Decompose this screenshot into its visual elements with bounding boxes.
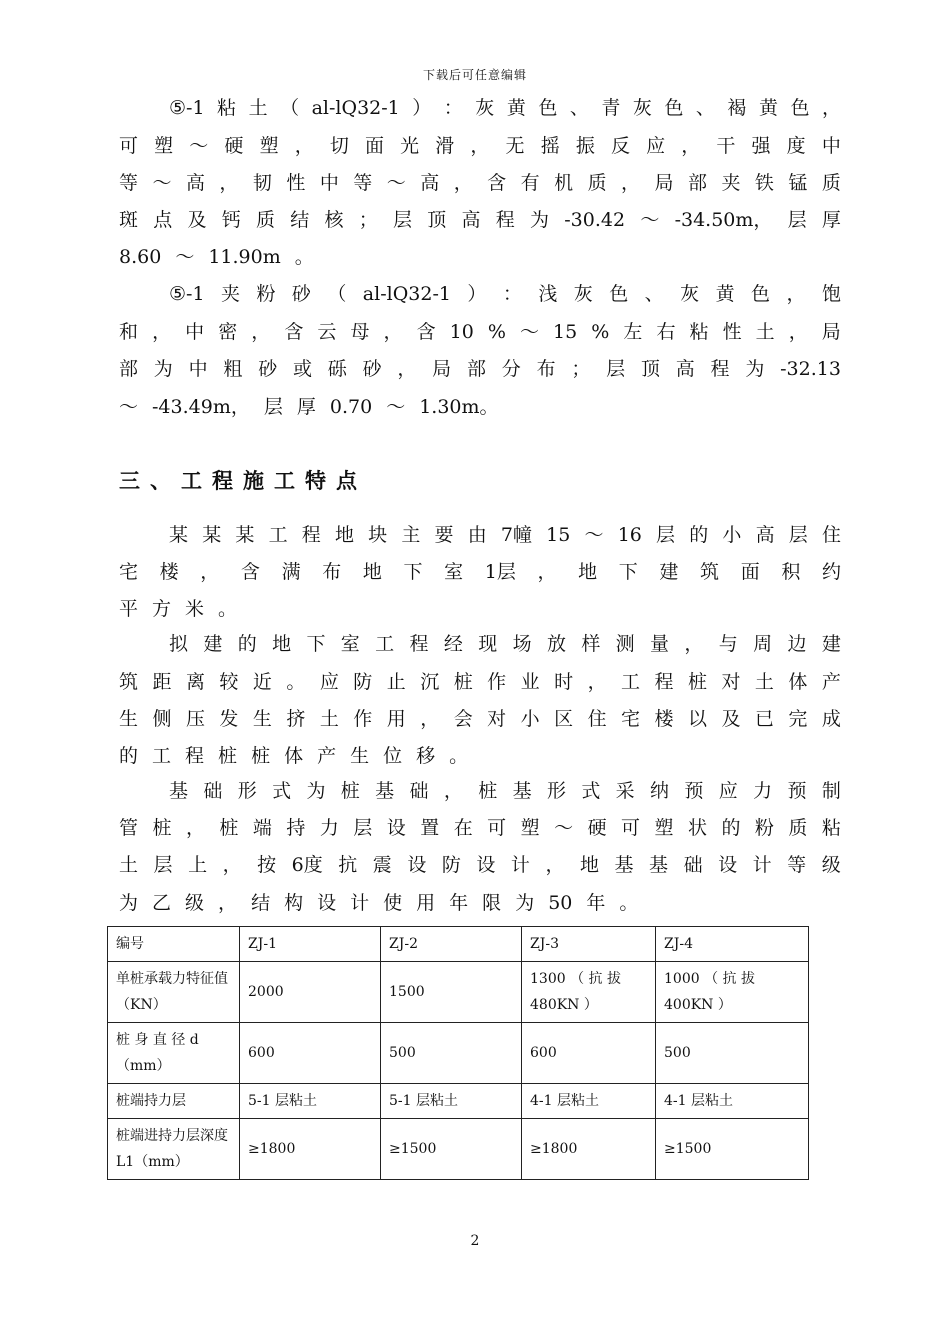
paragraph-line: ⑤-1 夹 粉 砂 （ al-lQ32-1 ） ： 浅 灰 色 、 灰 黄 色 ， 饱 [169, 283, 841, 305]
table-cell: 5-1 层粘土 [381, 1084, 522, 1119]
row-label-cell: 桩 身 直 径 d （mm） [108, 1023, 240, 1084]
row-label-cell: 编号 [108, 927, 240, 962]
table-cell: 500 [381, 1023, 522, 1084]
table-cell: 1000 （ 抗 拔 400KN ） [656, 962, 809, 1023]
paragraph-line: 基 础 形 式 为 桩 基 础 ， 桩 基 形 式 采 纳 预 应 力 预 制 [169, 780, 841, 802]
paragraph-line: 的 工 程 桩 桩 体 产 生 位 移 。 [119, 745, 469, 767]
table-row [108, 962, 809, 1023]
table-cell: 5-1 层粘土 [240, 1084, 381, 1119]
table-row [108, 1119, 809, 1180]
row-label-cell: 桩端持力层 [108, 1084, 240, 1119]
paragraph-line: 拟 建 的 地 下 室 工 程 经 现 场 放 样 测 量 ， 与 周 边 建 [169, 633, 841, 655]
table-row [108, 1084, 809, 1119]
table-cell: 1300 （ 抗 拔 480KN ） [522, 962, 656, 1023]
page-header: 下载后可任意编辑 [422, 68, 527, 82]
section-heading: 三、工程施工特点 [119, 469, 367, 493]
table-cell: ≥1500 [656, 1119, 809, 1180]
table-cell: 600 [522, 1023, 656, 1084]
table-cell: ≥1800 [240, 1119, 381, 1180]
paragraph-line: 可 塑 ～ 硬 塑 ， 切 面 光 滑 ， 无 摇 振 反 应 ， 干 强 度 中 [119, 135, 841, 157]
paragraph-line: 筑 距 离 较 近 。 应 防 止 沉 桩 作 业 时 ， 工 程 桩 对 土 体 产 [119, 671, 841, 693]
table-cell: ZJ-4 [656, 927, 809, 962]
paragraph-line: 宅 楼 ， 含 满 布 地 下 室 1层 ， 地 下 建 筑 面 积 约 [119, 561, 841, 583]
paragraph-line: ⑤-1 粘 土 （ al-lQ32-1 ） ： 灰 黄 色 、 青 灰 色 、 褐 黄 色 ， [169, 97, 841, 119]
paragraph-line: 等 ～ 高 ， 韧 性 中 等 ～ 高 ， 含 有 机 质 ， 局 部 夹 铁 锰 质 [119, 172, 841, 194]
paragraph-line: ～ -43.49m， 层 厚 0.70 ～ 1.30m。 [119, 396, 499, 418]
table-cell: ZJ-2 [381, 927, 522, 962]
paragraph-line: 8.60 ～ 11.90m 。 [119, 246, 314, 268]
table-cell: 4-1 层粘土 [656, 1084, 809, 1119]
row-label-cell: 单桩承载力特征值（KN） [108, 962, 240, 1023]
paragraph-line: 和 ， 中 密 ， 含 云 母 ， 含 10 % ～ 15 % 左 右 粘 性 土 ， 局 [119, 321, 841, 343]
table-header-row [108, 927, 809, 962]
table-cell: ≥1500 [381, 1119, 522, 1180]
paragraph-line: 平 方 米 。 [119, 598, 238, 620]
paragraph-line: 某 某 某 工 程 地 块 主 要 由 7幢 15 ～ 16 层 的 小 高 层 住 [169, 524, 841, 546]
paragraph-line: 斑 点 及 钙 质 结 核 ； 层 顶 高 程 为 -30.42 ～ -34.50m， 层 厚 [119, 209, 841, 231]
paragraph-line: 生 侧 压 发 生 挤 土 作 用 ， 会 对 小 区 住 宅 楼 以 及 已 完 成 [119, 708, 841, 730]
table-cell: 2000 [240, 962, 381, 1023]
paragraph-line: 为 乙 级 ， 结 构 设 计 使 用 年 限 为 50 年 。 [119, 892, 639, 914]
pile-spec-table [107, 926, 809, 1180]
paragraph-line: 管 桩 ， 桩 端 持 力 层 设 置 在 可 塑 ～ 硬 可 塑 状 的 粉 质 粘 [119, 817, 841, 839]
table-cell: ZJ-3 [522, 927, 656, 962]
paragraph-line: 部 为 中 粗 砂 或 砾 砂 ， 局 部 分 布 ； 层 顶 高 程 为 -32.13 [119, 358, 841, 380]
page-number: 2 [470, 1233, 480, 1249]
table-cell: 600 [240, 1023, 381, 1084]
paragraph-line: 土 层 上 ， 按 6度 抗 震 设 防 设 计 ， 地 基 基 础 设 计 等 级 [119, 854, 841, 876]
table-cell: 4-1 层粘土 [522, 1084, 656, 1119]
table-cell: ≥1800 [522, 1119, 656, 1180]
row-label-cell: 桩端进持力层深度L1（mm） [108, 1119, 240, 1180]
table-cell: 500 [656, 1023, 809, 1084]
table-row [108, 1023, 809, 1084]
table-cell: ZJ-1 [240, 927, 381, 962]
table-cell: 1500 [381, 962, 522, 1023]
